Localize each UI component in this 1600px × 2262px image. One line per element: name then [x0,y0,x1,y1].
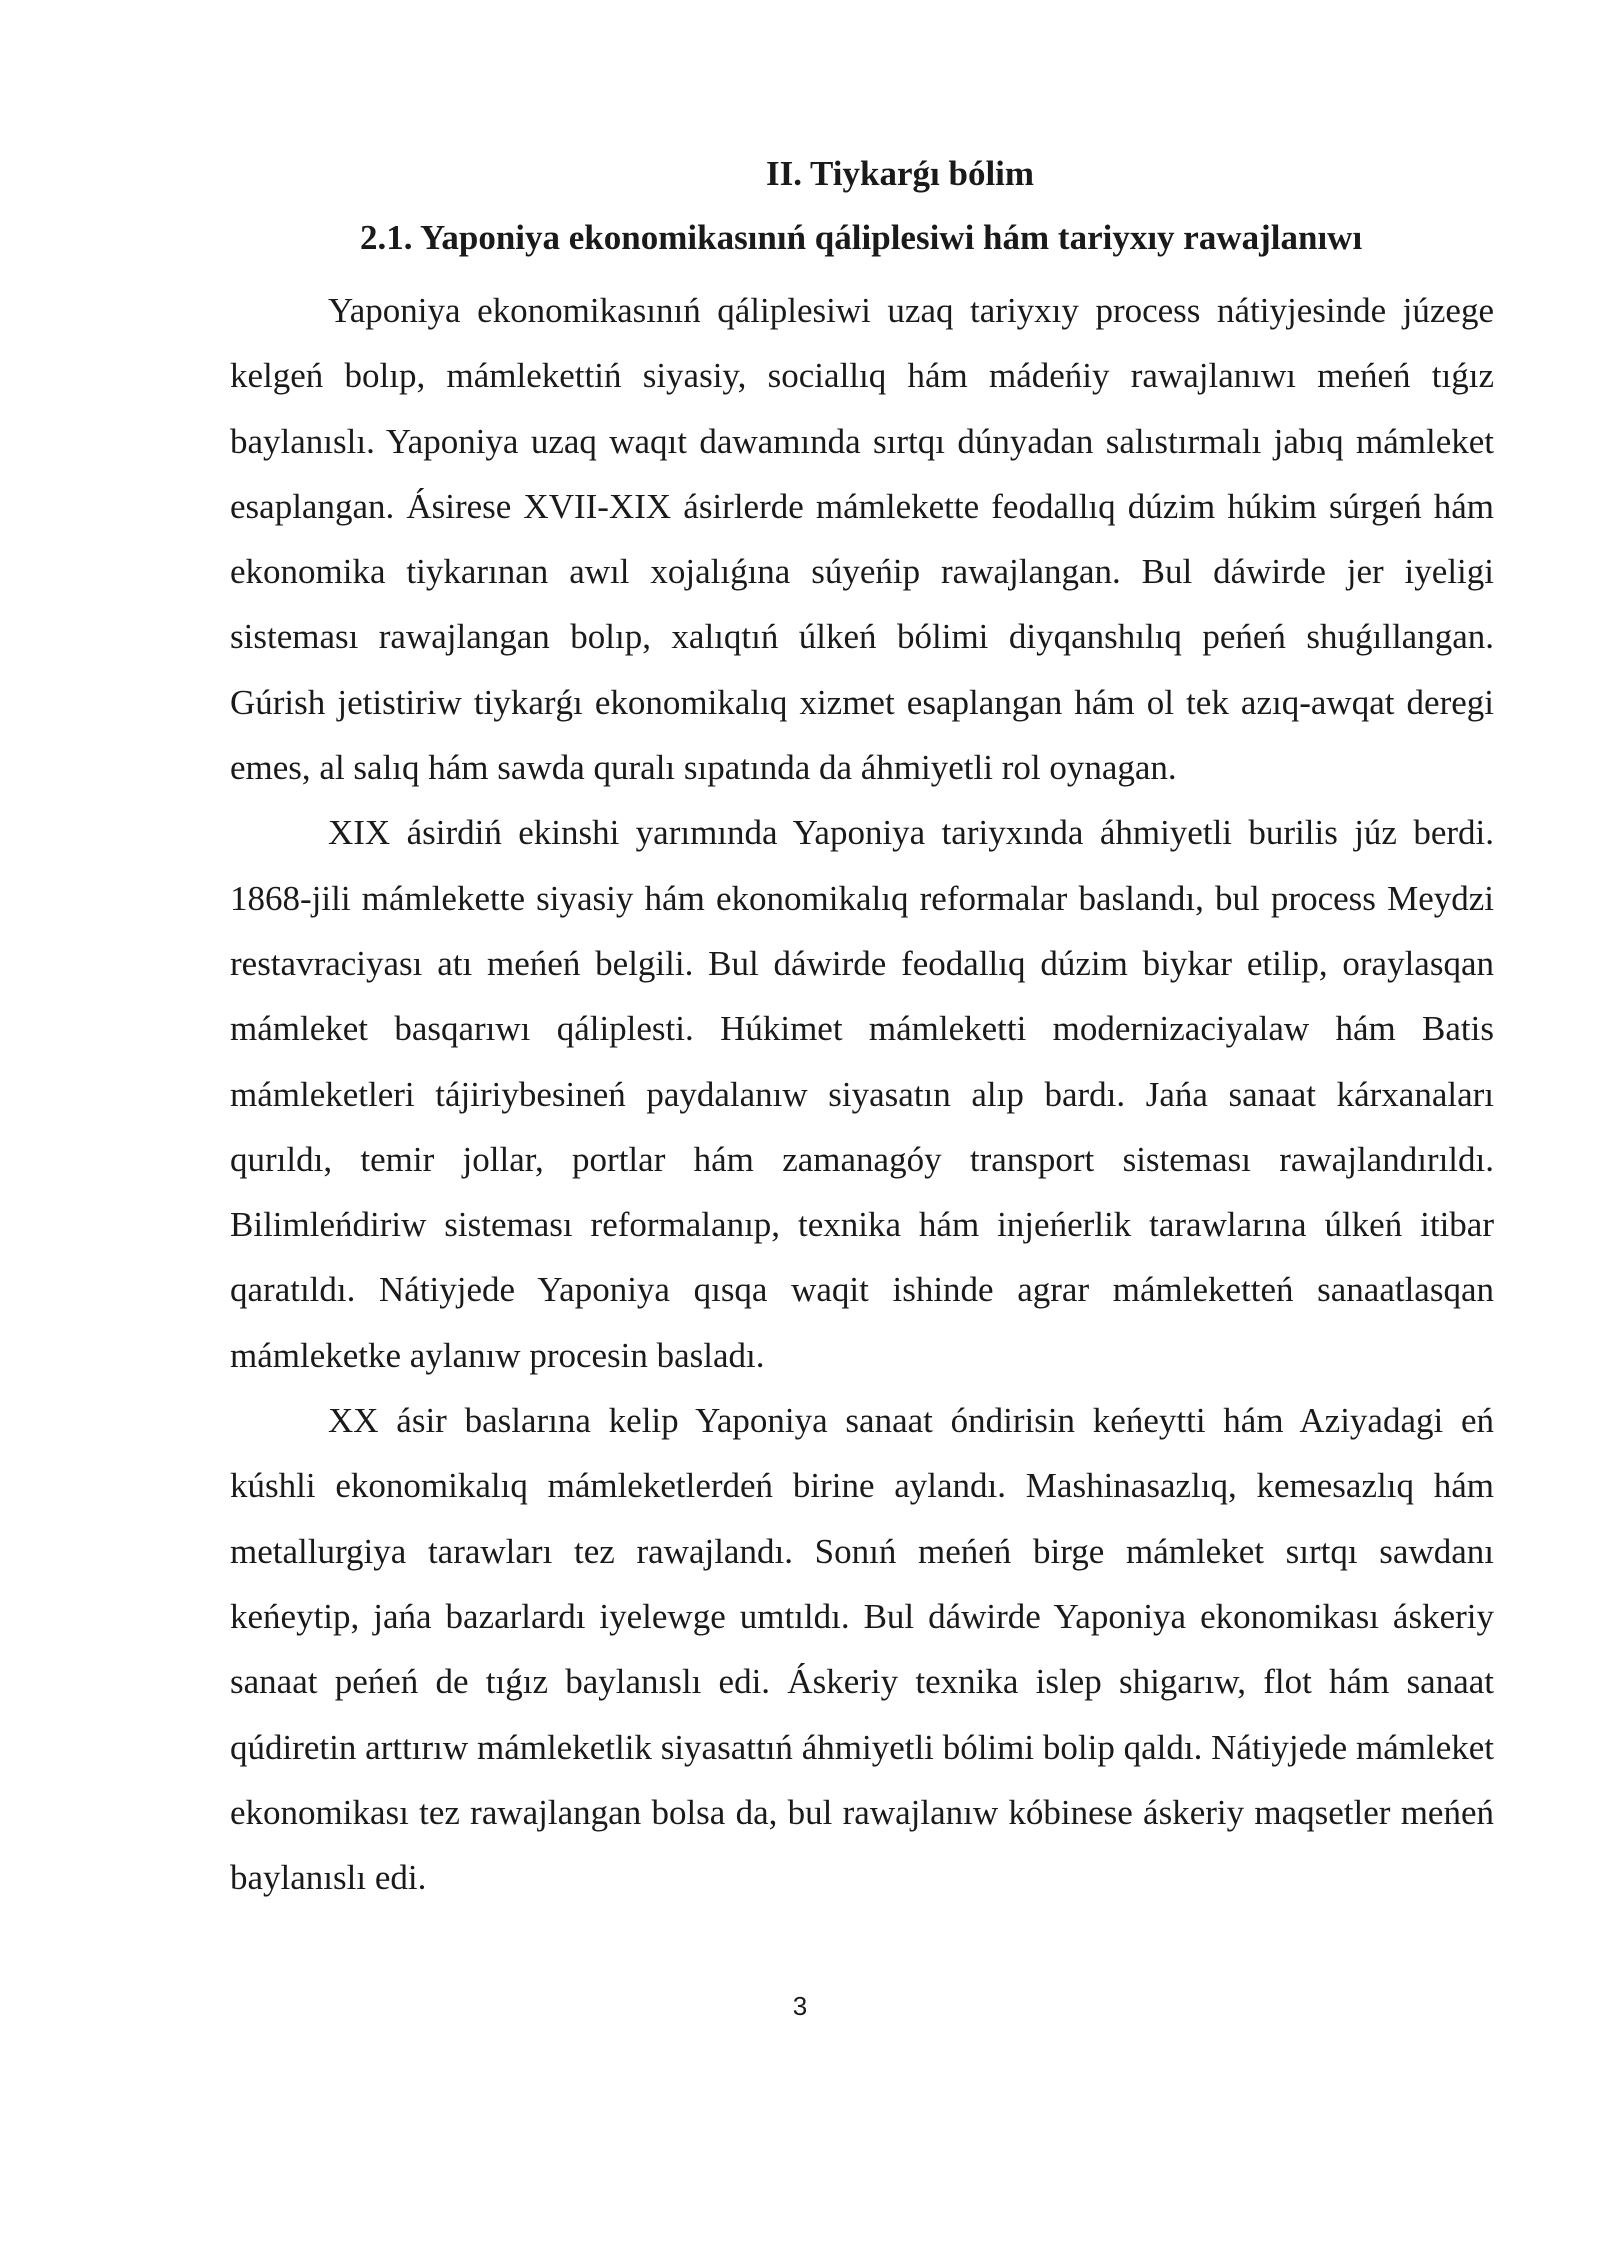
body-text [230,278,1494,1910]
subsection-title: 2.1. Yaponiya ekonomikasınıń qáliplesiwi hám tariyxıy rawajlanıwı [360,218,1363,257]
paragraph: XX ásir baslarına kelip Yaponiya sanaat óndirisin keńeytti hám Aziyadagi eń kúshli ekonomikalıq mámleketlerdeń birine aylandı. Mashinasazlıq, kemesazlıq hám metallurgiya tarawları tez rawajlandı. Sonıń meńeń birge mámleket sırtqı sawdanı keńeytip, jańa bazarlardı iyelewge umtıldı. Bul dáwirde Yaponiya ekonomikası áskeriy sanaat peńeń de tıǵız baylanıslı edi. Áskeriy texnika islep shigarıw, flot hám sanaat qúdiretin arttırıw mámleketlik siyasattıń áhmiyetli bólimi bolip qaldı. Nátiyjede mámleket ekonomikası tez rawajlangan bolsa da, bul rawajlanıw kóbinese áskeriy maqsetler meńeń baylanıslı edi. [230,1401,1494,1898]
paragraph: XIX ásirdiń ekinshi yarımında Yaponiya tariyxında áhmiyetli burilis júz berdi. 1868-jili mámlekette siyasiy hám ekonomikalıq reformalar baslandı, bul process Meydzi restavraciyası atı meńeń belgili. Bul dáwirde feodallıq dúzim biykar etilip, oraylasqan mámleket basqarıwı qáliplesti. Húkimet mámleketti modernizaciyalaw hám Batis mámleketleri tájiriybesineń paydalanıw siyasatın alıp bardı. Jańa sanaat kárxanaları qurıldı, temir jollar, portlar hám zamanagóy transport sisteması rawajlandırıldı. Bilimleńdiriw sisteması reformalanıp, texnika hám injeńerlik tarawlarına úlkeń itibar qaratıldı. Nátiyjede Yaponiya qısqa waqit ishinde agrar mámleketteń sanaatlasqan mámleketke aylanıw procesin basladı. [230,813,1494,1375]
paragraph: Yaponiya ekonomikasınıń qáliplesiwi uzaq tariyxıy process nátiyjesinde júzege kelgeń bolıp, mámlekettiń siyasiy, sociallıq hám mádeńiy rawajlanıwı meńeń tıǵız baylanıslı. Yaponiya uzaq waqıt dawamında sırtqı dúnyadan salıstırmalı jabıq mámleket esaplangan. Ásirese XVII-XIX ásirlerde mámlekette feodallıq dúzim húkim súrgeń hám ekonomika tiykarınan awıl xojalıǵına súyeńip rawajlangan. Bul dáwirde jer iyeligi sisteması rawajlangan bolıp, xalıqtıń úlkeń bólimi diyqanshılıq peńeń shuǵıllangan. Gúrish jetistiriw tiykarǵı ekonomikalıq xizmet esaplangan hám ol tek azıq-awqat deregi emes, al salıq hám sawda quralı sıpatında da áhmiyetli rol oynagan. [230,291,1494,788]
section-title: II. Tiykarǵı bólim [765,154,1035,193]
page-number: 3 [792,1991,808,2021]
